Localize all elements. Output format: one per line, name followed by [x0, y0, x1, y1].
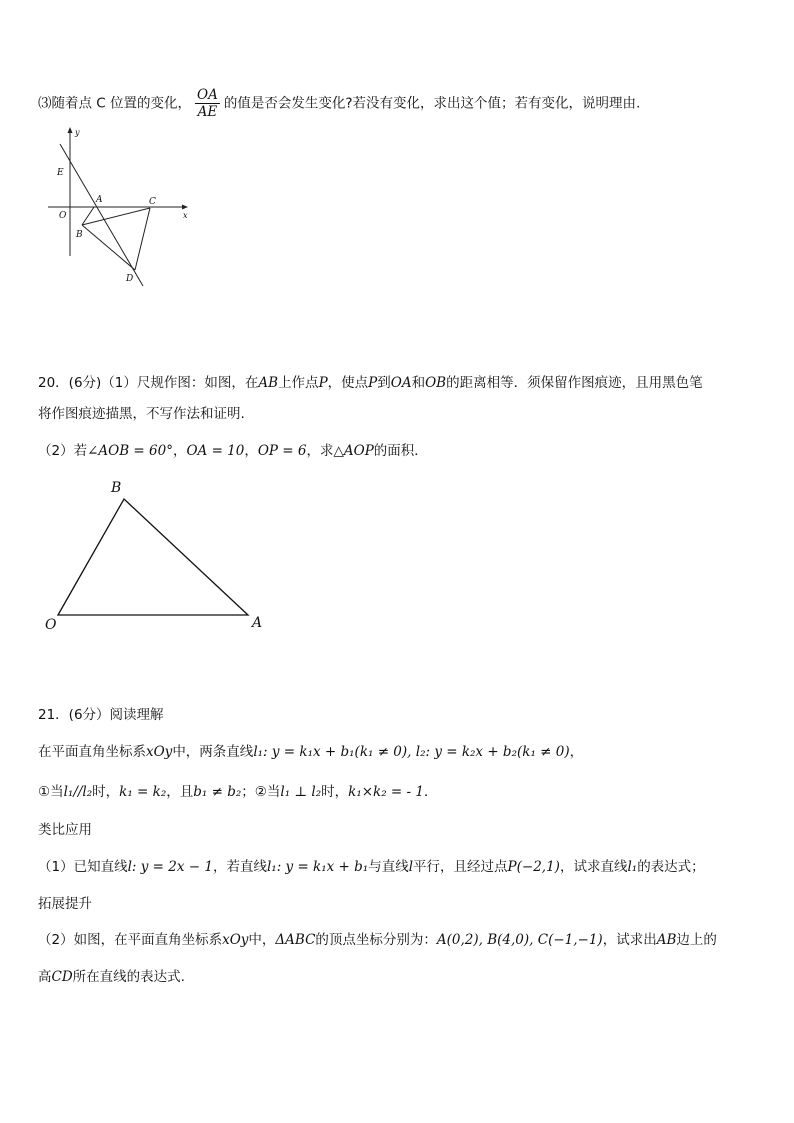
label-a: A: [96, 195, 103, 205]
line-ead: [60, 144, 143, 286]
label-o: O: [59, 211, 67, 221]
label-o: O: [45, 617, 57, 633]
section-heading: 类比应用: [38, 822, 92, 838]
math-triangle-aop: △AOP: [333, 443, 374, 459]
q21-text: （1）已知直线: [38, 859, 128, 875]
q21-text: 在平面直角坐标系: [38, 744, 146, 760]
q20-text: 和: [411, 375, 426, 391]
label-d: D: [126, 274, 134, 284]
q21-part2-line2: [38, 967, 185, 987]
math-p: P: [368, 375, 378, 391]
math-xoy: xOy: [222, 932, 249, 948]
math-ab: AB: [656, 932, 677, 948]
q21-text: ．: [423, 784, 438, 800]
math-k-product: k₁×k₂ = - 1: [348, 784, 424, 800]
math-l1: l₁: [627, 859, 638, 875]
label-c: C: [149, 197, 156, 207]
math-point-p: P(−2,1): [507, 859, 560, 875]
q20-text: 的面积．: [373, 443, 428, 459]
math-ob: OB: [425, 375, 447, 391]
math-p: P: [318, 375, 328, 391]
part3-prefix: ⑶随着点 C 位置的变化，: [38, 95, 192, 112]
q20-text: （2）若: [38, 443, 88, 459]
q21-text: 平行，且经过点: [413, 859, 508, 875]
math-perpendicular: l₁ ⊥ l₂: [280, 784, 322, 800]
q20-text: ，: [172, 443, 187, 459]
label-x: x: [183, 211, 188, 220]
math-op-value: OP = 6: [257, 443, 307, 459]
x-axis-arrow: [182, 205, 188, 210]
segment-bd: [82, 225, 135, 270]
q20-text: ，求: [306, 443, 334, 459]
q20-text: ，使点: [327, 375, 369, 391]
q21-text: ，若直线: [212, 859, 267, 875]
label-e: E: [57, 168, 64, 178]
label-b: B: [76, 230, 83, 240]
math-vertex-coords: A(0,2), B(4,0), C(−1,−1): [436, 932, 603, 948]
q20-text: ，: [244, 443, 258, 459]
math-line-l1: l₁: y = k₁x + b₁: [266, 859, 369, 875]
q21-intro: [38, 742, 583, 762]
fraction-oa-ae: [195, 87, 220, 120]
q21-text: ；②当: [241, 784, 281, 800]
y-axis-arrow: [68, 127, 73, 133]
q21-text: 中，两条直线: [172, 744, 254, 760]
q21-part2-line1: [38, 930, 717, 950]
q21-text: 时，: [92, 784, 120, 800]
q21-text: 时，: [321, 784, 349, 800]
math-b-notequal: b₁ ≠ b₂: [193, 784, 242, 800]
q21-text: 的顶点坐标分别为：: [315, 932, 437, 948]
q21-text: ，试求出: [602, 932, 657, 948]
q20-text: 到: [377, 375, 391, 391]
q21-rules: [38, 782, 437, 802]
math-line-l: l: y = 2x − 1: [127, 859, 213, 875]
q20-line3: [38, 441, 428, 461]
section-heading: 拓展提升: [38, 896, 92, 912]
q21-text: 的表达式；: [637, 859, 705, 875]
fraction-numerator: OA: [197, 87, 218, 103]
fraction-denominator: AE: [197, 104, 218, 120]
math-l: l: [408, 859, 414, 875]
q21-text: ，: [569, 744, 584, 760]
part3-suffix: 的值是否会发生变化?若没有变化，求出这个值；若有变化，说明理由.: [223, 95, 641, 112]
q21-text: ①当: [38, 784, 64, 800]
math-line-definitions: l₁: y = k₁x + b₁(k₁ ≠ 0), l₂: y = k₂x + b₂(k₁ ≠ 0): [253, 744, 570, 760]
math-k-equal: k₁ = k₂: [119, 784, 167, 800]
math-parallel: l₁//l₂: [63, 784, 93, 800]
q20-text: 上作点: [278, 375, 319, 391]
math-oa-value: OA = 10: [186, 443, 245, 459]
q21-text: 高: [38, 969, 52, 985]
label-b: B: [111, 480, 122, 496]
label-y: y: [75, 128, 80, 137]
part3-line: [38, 87, 640, 120]
math-oa: OA: [390, 375, 412, 391]
q21-part1: [38, 857, 705, 877]
segment-cd: [135, 208, 150, 270]
q21-text: （2）如图，在平面直角坐标系: [38, 932, 223, 948]
triangle-oab: [58, 499, 248, 615]
math-ab: AB: [258, 375, 279, 391]
math-xoy: xOy: [146, 744, 173, 760]
figure-triangle-oab: [40, 475, 280, 635]
q21-text: 中，: [248, 932, 276, 948]
math-triangle-abc: ΔABC: [275, 932, 316, 948]
q21-title: 21．(6分）阅读理解: [38, 707, 164, 723]
q20-text: 20．(6分)（1）尺规作图：如图，在: [38, 375, 259, 391]
q20-line2: 将作图痕迹描黑，不写作法和证明.: [38, 406, 245, 422]
figure-coordinate-abcde: [40, 124, 200, 290]
math-cd: CD: [51, 969, 73, 985]
q21-text: 与直线: [368, 859, 409, 875]
q21-text: 边上的: [676, 932, 717, 948]
math-angle-aob: ∠AOB = 60°: [87, 443, 173, 459]
q21-text: ，且: [166, 784, 194, 800]
q20-line1: [38, 373, 703, 393]
label-a: A: [252, 615, 263, 631]
q20-text: 的距离相等．须保留作图痕迹，且用黑色笔: [446, 375, 703, 391]
q21-text: 所在直线的表达式.: [72, 969, 185, 985]
q21-text: ，试求直线: [559, 859, 628, 875]
